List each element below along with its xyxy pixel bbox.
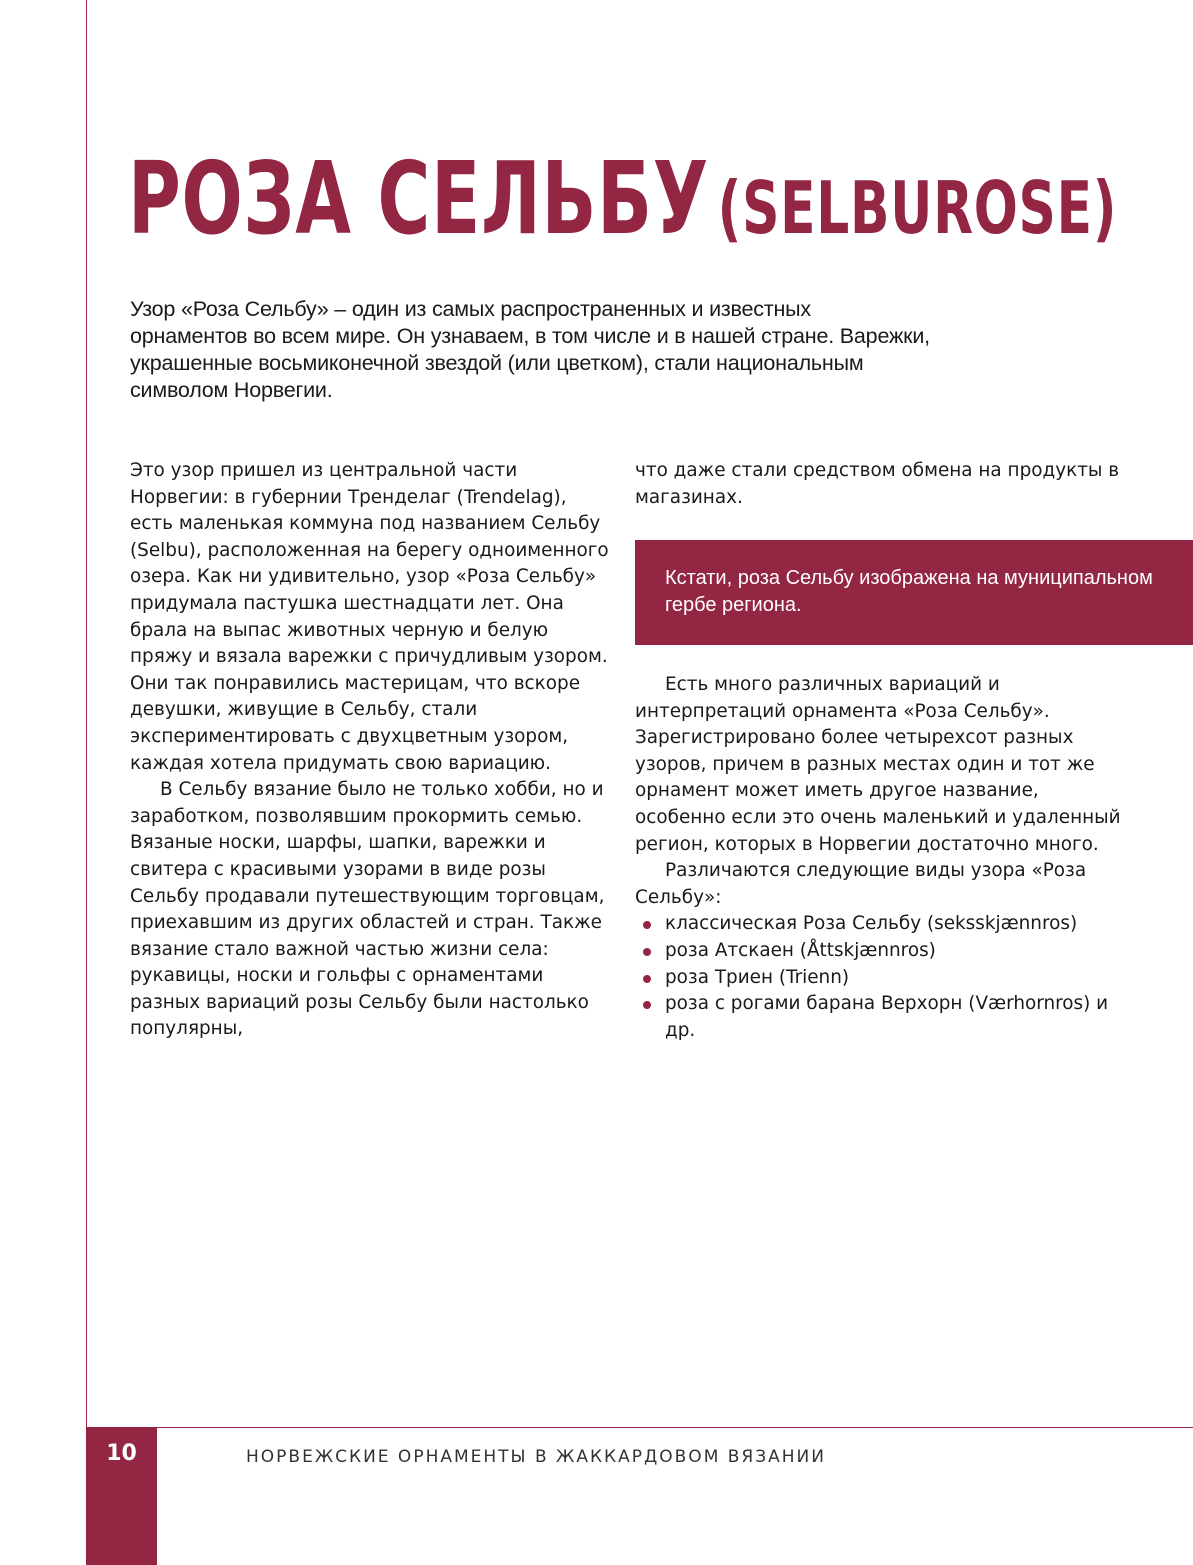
intro-paragraph: Узор «Роза Сельбу» – один из самых распространенных и известных орнаментов во всем мире. Он узнаваем, в том числе и в нашей стране. Варежки, украшенные восьмиконечной звездой (или цветком), стали национальным символом Норвегии.	[130, 297, 930, 402]
callout-box	[635, 540, 1193, 645]
right-paragraph-1: Есть много различных вариаций и интерпретаций орнамента «Роза Сельбу». Зарегистрировано более четырехсот разных узоров, причем в разных местах один и тот же орнамент может иметь другое название, особенно если это очень маленький и удаленный регион, которых в Норвегии достаточно много.	[635, 674, 1121, 855]
margin-line-vertical	[86, 0, 87, 1428]
right-column-top	[635, 458, 1125, 511]
running-footer: НОРВЕЖСКИЕ ОРНАМЕНТЫ В ЖАККАРДОВОМ ВЯЗАНИИ	[246, 1447, 826, 1467]
pattern-list	[635, 911, 1125, 1044]
right-paragraph-0: что даже стали средством обмена на продукты в магазинах.	[635, 460, 1120, 508]
page-number: 10	[106, 1441, 137, 1466]
list-item: роза Атскаен (Åttskjænnros)	[635, 938, 1125, 965]
list-item: роза Триен (Trienn)	[635, 965, 1125, 992]
list-item: роза с рогами барана Верхорн (Værhornros) и др.	[635, 991, 1125, 1044]
right-paragraph-2: Различаются следующие виды узора «Роза Сельбу»:	[635, 860, 1087, 908]
page-number-box	[86, 1427, 157, 1565]
left-column	[130, 458, 610, 1043]
footer-line	[86, 1427, 1193, 1428]
list-item: классическая Роза Сельбу (seksskjænnros)	[635, 911, 1125, 938]
title-main: РОЗА СЕЛЬБУ	[128, 140, 709, 257]
callout-text: Кстати, роза Сельбу изображена на муниципальном гербе региона.	[665, 567, 1153, 616]
page-title	[128, 140, 1193, 257]
right-column	[635, 672, 1125, 1044]
title-sub: (SELBUROSE)	[717, 166, 1118, 250]
left-paragraph-1: Это узор пришел из центральной части Норвегии: в губернии Тренделаг (Trendelag), есть маленькая коммуна под названием Сельбу (Selbu), расположенная на берегу одноименного озера. Как ни удивительно, узор «Роза Сельбу» придумала пастушка шестнадцати лет. Она брала на выпас животных черную и белую пряжу и вязала варежки с причудливым узором. Они так понравились мастерицам, что вскоре девушки, живущие в Сельбу, стали экспериментировать с двухцветным узором, каждая хотела придумать свою вариацию.	[130, 460, 609, 774]
left-paragraph-2: В Сельбу вязание было не только хобби, но и заработком, позволявшим прокормить семью. Вязаные носки, шарфы, шапки, варежки и свитера с красивыми узорами в виде розы Сельбу продавали путешествующим торговцам, приехавшим из других областей и стран. Также вязание стало важной частью жизни села: рукавицы, носки и гольфы с орнаментами разных вариаций розы Сельбу были настолько популярны,	[130, 779, 605, 1040]
